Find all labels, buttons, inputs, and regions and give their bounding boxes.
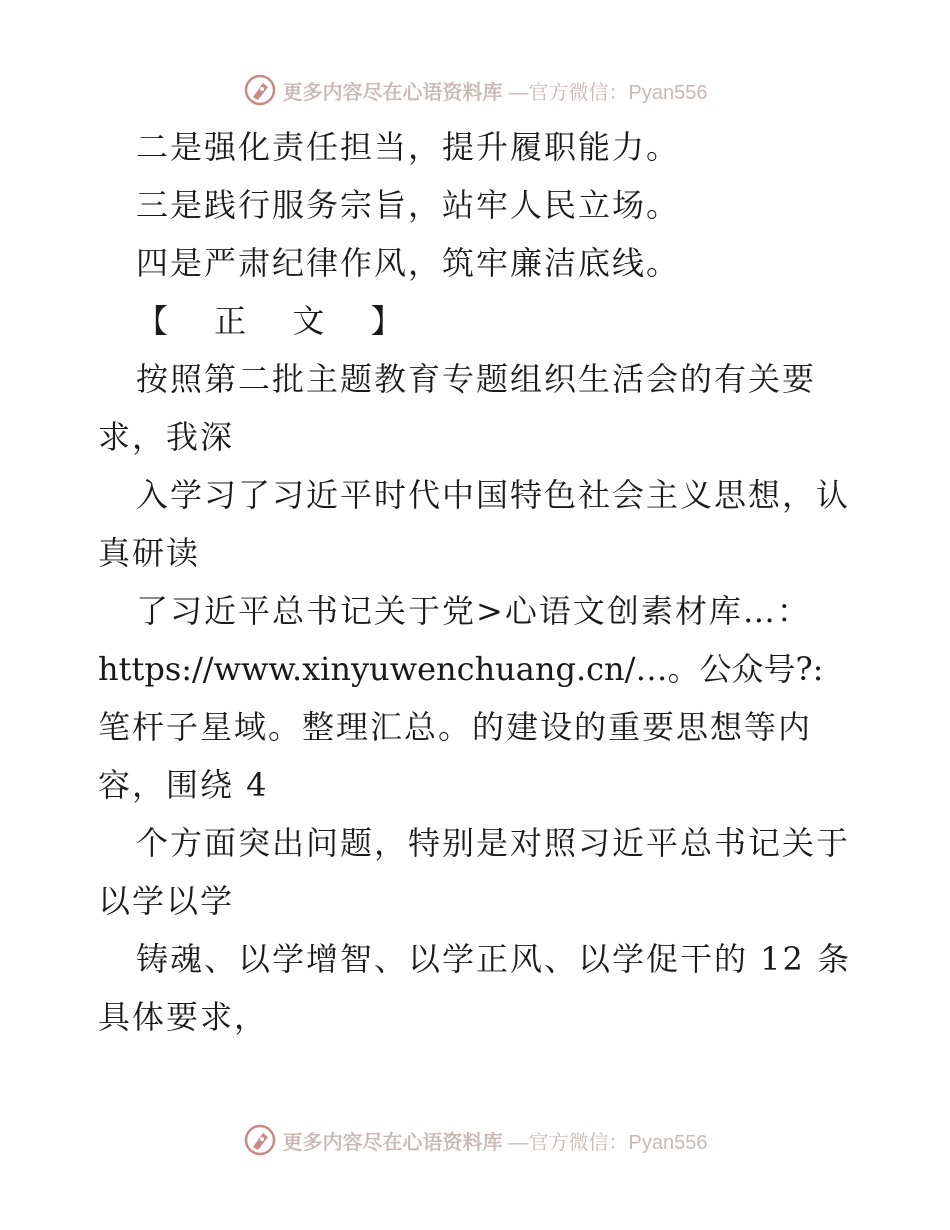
paragraph-line: 铸魂、以学增智、以学正风、以学促干的 12 条 <box>136 940 852 978</box>
paragraph-line: 入学习了习近平时代中国特色社会主义思想，认 <box>136 476 851 514</box>
paragraph-line: 三是践行服务宗旨，站牢人民立场。 <box>136 186 681 224</box>
watermark-sub-text: —官方微信：Pyan556 <box>508 1131 708 1154</box>
paragraph-line: 按照第二批主题教育专题组织生活会的有关要 <box>136 360 817 398</box>
footer-watermark <box>0 1120 950 1160</box>
paragraph-line: 具体要求， <box>98 998 269 1036</box>
paragraph-line: 四是严肃纪律作风，筑牢廉洁底线。 <box>136 244 681 282</box>
paragraph-line: 容，围绕 4 <box>98 766 269 804</box>
url-line: https://www.xinyuwenchuang.cn/…。公众号?: <box>98 650 824 688</box>
header-watermark <box>0 70 950 110</box>
paragraph-line: 真研读 <box>98 534 201 572</box>
pen-nib-logo-icon <box>243 1123 277 1157</box>
paragraph-line: 个方面突出问题，特别是对照习近平总书记关于 <box>136 824 851 862</box>
paragraph-line: 了习近平总书记关于党>心语文创素材库…： <box>136 592 811 630</box>
paragraph-line: 以学以学 <box>98 882 235 920</box>
watermark-main-text: 更多内容尽在心语资料库 <box>282 1129 503 1154</box>
document-body <box>98 118 858 1046</box>
watermark-sub-text: —官方微信：Pyan556 <box>508 81 708 104</box>
paragraph-line: 笔杆子星域。整理汇总。的建设的重要思想等内 <box>98 708 813 746</box>
pen-nib-logo-icon <box>243 73 277 107</box>
watermark-main-text: 更多内容尽在心语资料库 <box>282 79 503 104</box>
section-heading: 【 正 文 】 <box>136 302 421 340</box>
paragraph-line: 求，我深 <box>98 418 235 456</box>
paragraph-line: 二是强化责任担当，提升履职能力。 <box>136 128 681 166</box>
